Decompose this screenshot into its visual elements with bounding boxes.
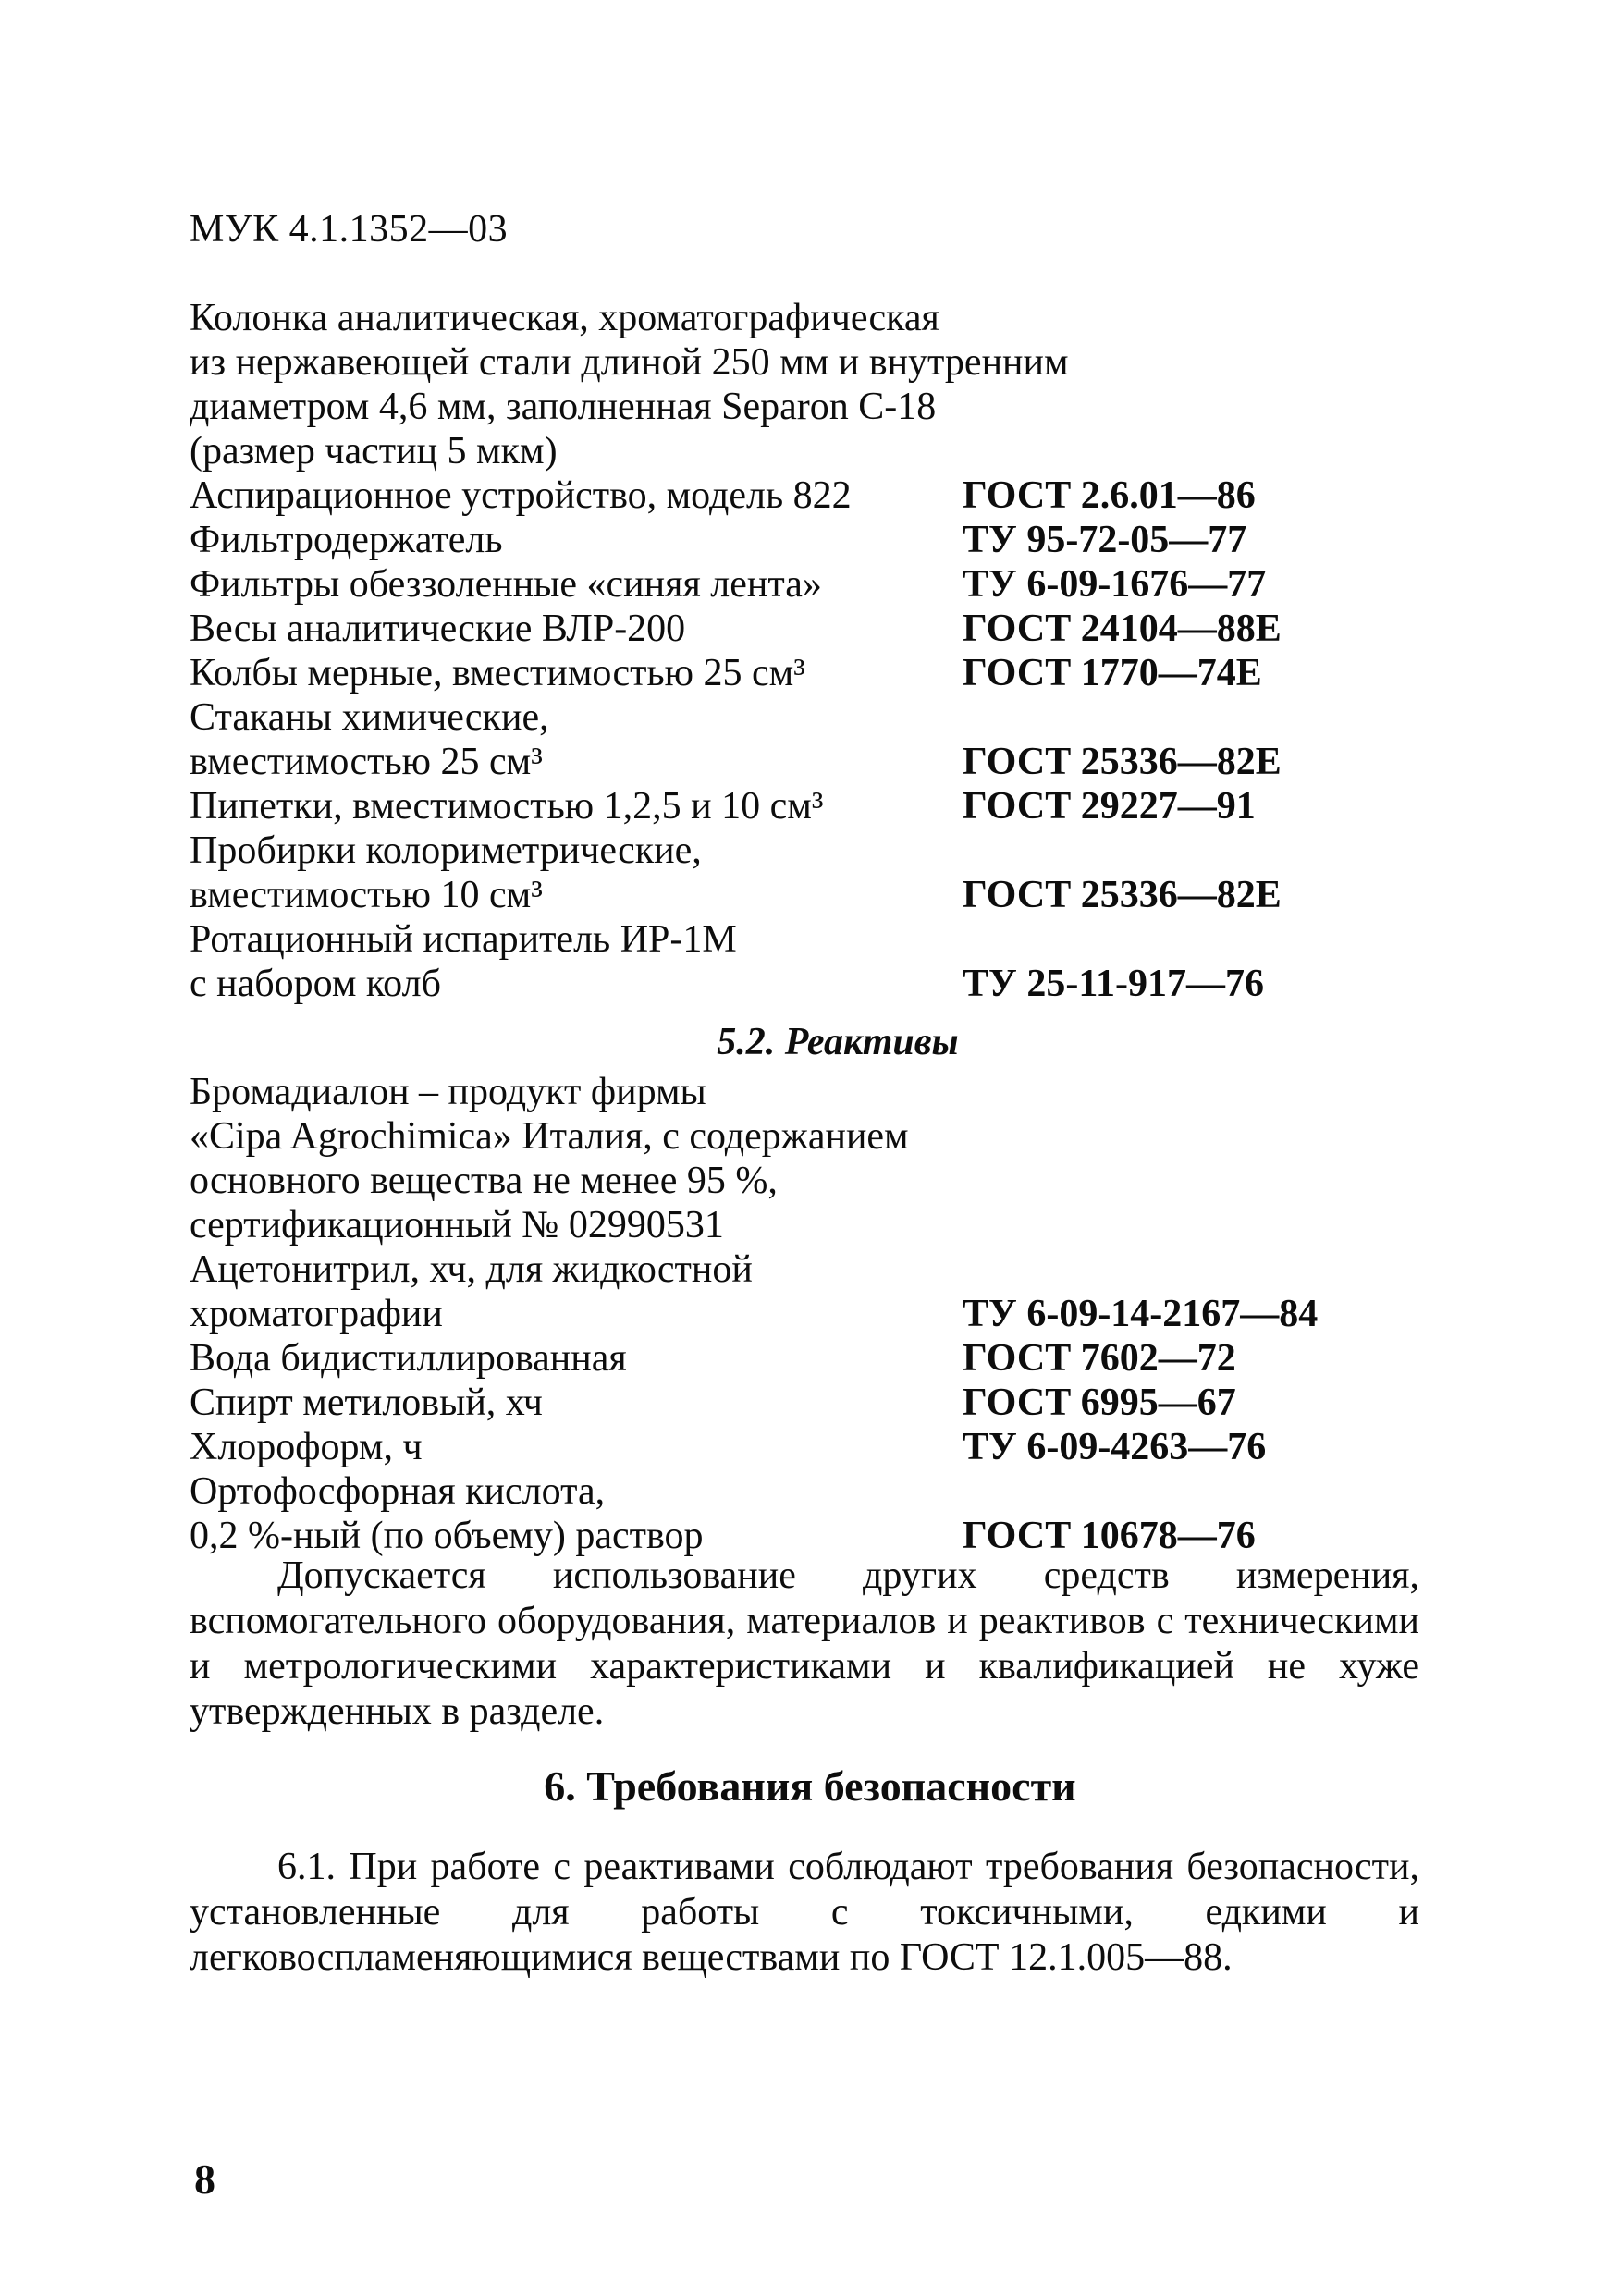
- list-item: [190, 518, 1484, 562]
- list-item: [190, 429, 1484, 473]
- list-item: [190, 340, 1484, 385]
- list-item: [190, 1292, 1484, 1336]
- item-standard: ТУ 6-09-14-2167—84: [963, 1293, 1319, 1335]
- item-standard: ГОСТ 2.6.01—86: [963, 474, 1256, 517]
- item-standard: ГОСТ 24104—88Е: [963, 608, 1282, 650]
- item-standard: ТУ 95-72-05—77: [963, 519, 1247, 561]
- item-label: вместимостью 25 см³: [190, 741, 543, 783]
- item-label: «Cipa Agrochimica» Италия, с содержанием: [190, 1115, 909, 1158]
- list-item: [190, 651, 1484, 695]
- item-label: Пипетки, вместимостью 1,2,5 и 10 см³: [190, 785, 824, 828]
- list-item: [190, 1203, 1484, 1247]
- item-standard: ТУ 6-09-1676—77: [963, 563, 1267, 606]
- list-item: [190, 784, 1484, 829]
- item-label: Аспирационное устройство, модель 822: [190, 474, 852, 517]
- item-label: Хлороформ, ч: [190, 1426, 423, 1468]
- item-standard: ГОСТ 1770—74Е: [963, 652, 1262, 694]
- list-item: [190, 385, 1484, 429]
- list-item: [190, 695, 1484, 740]
- item-standard: ГОСТ 29227—91: [963, 785, 1256, 828]
- item-standard: ТУ 6-09-4263—76: [963, 1426, 1267, 1468]
- item-label: Спирт метиловый, хч: [190, 1381, 543, 1424]
- reagents-subheading: 5.2. Реактивы: [717, 1021, 959, 1063]
- item-label: с набором колб: [190, 963, 441, 1005]
- page-number: 8: [194, 2155, 215, 2203]
- list-item: [190, 1159, 1484, 1203]
- list-item: [190, 1381, 1484, 1425]
- section-heading: 6. Требования безопасности: [544, 1762, 1076, 1810]
- list-item: [190, 607, 1484, 651]
- item-label: сертификационный № 02990531: [190, 1204, 724, 1246]
- item-standard: ГОСТ 25336—82Е: [963, 874, 1282, 916]
- item-label: (размер частиц 5 мкм): [190, 430, 558, 473]
- item-standard: ТУ 25-11-917—76: [963, 963, 1264, 1005]
- list-item: [190, 962, 1484, 1006]
- safety-paragraph: 6.1. При работе с реактивами соблюдают требования безопасности, установленные для работы с токсичными, едкими и легковоспламеняющимися веществами по ГОСТ 12.1.005—88.: [190, 1846, 1419, 1979]
- document-header: МУК 4.1.1352—03: [190, 208, 509, 251]
- item-standard: ГОСТ 25336—82Е: [963, 741, 1282, 783]
- item-label: диаметром 4,6 мм, заполненная Separon C-18: [190, 386, 937, 428]
- item-standard: ГОСТ 6995—67: [963, 1381, 1236, 1424]
- list-item: [190, 917, 1484, 962]
- equipment-list: [190, 296, 1484, 1006]
- item-label: Вода бидистиллированная: [190, 1337, 627, 1380]
- list-item: [190, 473, 1484, 518]
- list-item: [190, 296, 1484, 340]
- list-item: [190, 1247, 1484, 1292]
- list-item: [190, 829, 1484, 873]
- list-item: [190, 1469, 1484, 1514]
- item-label: хроматографии: [190, 1293, 443, 1335]
- item-standard: ГОСТ 10678—76: [963, 1515, 1256, 1557]
- list-item: [190, 1425, 1484, 1469]
- item-label: Ацетонитрил, хч, для жидкостной: [190, 1248, 753, 1291]
- item-standard: ГОСТ 7602—72: [963, 1337, 1236, 1380]
- item-label: основного вещества не менее 95 %,: [190, 1160, 778, 1202]
- list-item: [190, 740, 1484, 784]
- item-label: Ортофосфорная кислота,: [190, 1470, 606, 1513]
- list-item: [190, 562, 1484, 607]
- item-label: Фильтры обеззоленные «синяя лента»: [190, 563, 822, 606]
- list-item: [190, 1070, 1484, 1114]
- item-label: 0,2 %-ный (по объему) раствор: [190, 1515, 704, 1557]
- item-label: вместимостью 10 см³: [190, 874, 543, 916]
- item-label: Пробирки колориметрические,: [190, 829, 702, 872]
- item-label: Бромадиалон – продукт фирмы: [190, 1071, 706, 1113]
- list-item: [190, 1336, 1484, 1381]
- item-label: Фильтродержатель: [190, 519, 503, 561]
- item-label: Весы аналитические ВЛР-200: [190, 608, 686, 650]
- list-item: [190, 1114, 1484, 1159]
- list-item: [190, 1514, 1484, 1558]
- item-label: Колбы мерные, вместимостью 25 см³: [190, 652, 805, 694]
- substitution-paragraph: Допускается использование других средств измерения, вспомогательного оборудования, материалов и реактивов с техническими и метрологическими характеристиками и квалификацией не хуже утвержденных в разделе.: [190, 1554, 1419, 1733]
- item-label: Колонка аналитическая, хроматографическая: [190, 297, 939, 339]
- reagents-list: [190, 1070, 1484, 1558]
- item-label: Стаканы химические,: [190, 696, 549, 739]
- item-label: из нержавеющей стали длиной 250 мм и внутренним: [190, 341, 1069, 384]
- list-item: [190, 873, 1484, 917]
- item-label: Ротационный испаритель ИР-1М: [190, 918, 737, 961]
